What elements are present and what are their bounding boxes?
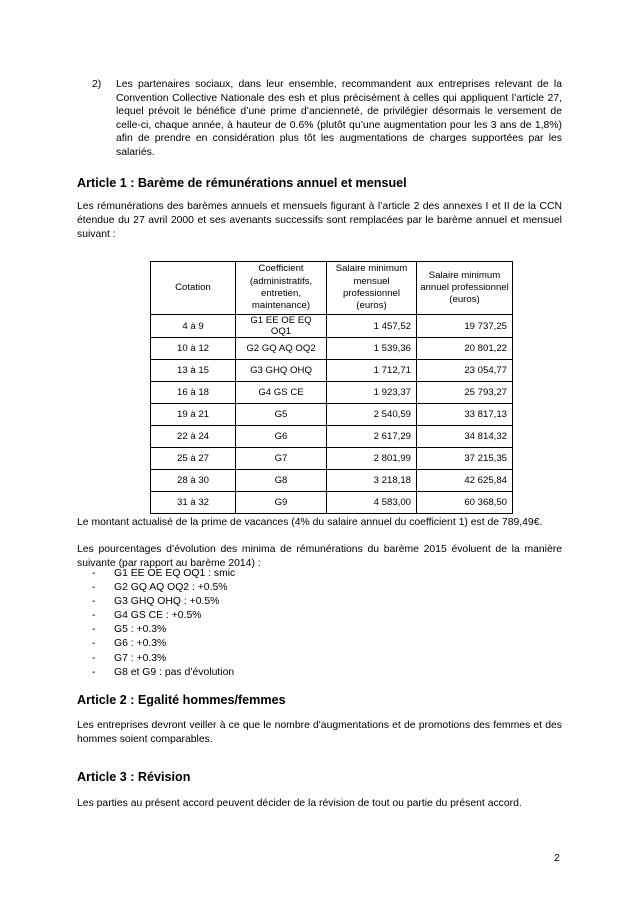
list-dash: - (92, 624, 96, 636)
evolution-intro: Les pourcentages d’évolution des minima de rémunérations du barème 2015 évoluent de la manière suivante (par rapport au barème 2014) : (77, 544, 562, 569)
cell-monthly: 2 617,29 (327, 426, 417, 448)
cell-monthly: 1 923,37 (327, 382, 417, 404)
table-row (151, 404, 513, 426)
cell-cotation: 28 à 30 (151, 470, 236, 492)
table-row (151, 492, 513, 514)
cell-coefficient: G3 GHQ OHQ (236, 360, 327, 382)
list-dash: - (92, 582, 96, 594)
list-item-text: G1 EE OE EQ OQ1 : smic (114, 568, 236, 579)
cell-cotation: 10 à 12 (151, 338, 236, 360)
list-dash: - (92, 666, 96, 678)
list-item-text: G3 GHQ OHQ : +0.5% (114, 596, 220, 608)
list-dash: - (92, 652, 96, 664)
cell-monthly: 1 457,52 (327, 315, 417, 338)
list-item (92, 637, 235, 651)
header-monthly: Salaire minimum mensuel professionnel (euros) (327, 262, 417, 315)
cell-annual: 33 817,13 (417, 404, 513, 426)
cell-monthly: 2 801,99 (327, 448, 417, 470)
cell-annual: 34 814,32 (417, 426, 513, 448)
header-annual: Salaire minimum annuel professionnel (euros) (417, 262, 513, 315)
cell-annual: 25 793,27 (417, 382, 513, 404)
cell-monthly: 4 583,00 (327, 492, 417, 514)
list-dash: - (92, 610, 96, 622)
list-dash: - (92, 596, 96, 608)
list-item (92, 581, 235, 595)
list-item (92, 609, 235, 623)
list-item-text: G4 GS CE : +0.5% (114, 610, 202, 622)
cell-annual: 37 215,35 (417, 448, 513, 470)
salary-table (150, 261, 513, 514)
cell-coefficient: G2 GQ AQ OQ2 (236, 338, 327, 360)
item-number: 2) (92, 79, 102, 90)
evolution-list (92, 567, 235, 680)
cell-cotation: 22 à 24 (151, 426, 236, 448)
cell-coefficient: G7 (236, 448, 327, 470)
list-item (92, 567, 235, 581)
cell-coefficient: G8 (236, 470, 327, 492)
cell-annual: 42 625,84 (417, 470, 513, 492)
cell-annual: 23 054,77 (417, 360, 513, 382)
list-dash: - (92, 568, 96, 579)
table-row (151, 382, 513, 404)
cell-cotation: 4 à 9 (151, 315, 236, 338)
cell-monthly: 3 218,18 (327, 470, 417, 492)
cell-coefficient: G1 EE OE EQ OQ1 (236, 315, 327, 338)
cell-coefficient: G4 GS CE (236, 382, 327, 404)
table-row (151, 448, 513, 470)
list-item (92, 666, 235, 680)
cell-cotation: 31 à 32 (151, 492, 236, 514)
article-3-text: Les parties au présent accord peuvent décider de la révision de tout ou partie du présent accord. (77, 798, 522, 809)
cell-cotation: 25 à 27 (151, 448, 236, 470)
cell-coefficient: G5 (236, 404, 327, 426)
list-item (92, 623, 235, 637)
table-row (151, 470, 513, 492)
cell-cotation: 19 à 21 (151, 404, 236, 426)
article-2-title: Article 2 : Egalité hommes/femmes (77, 693, 286, 707)
list-item (92, 652, 235, 666)
article-2-text: Les entreprises devront veiller à ce que le nombre d'augmentations et de promotions des femmes et des hommes soient comparables. (77, 720, 562, 745)
article-3-title: Article 3 : Révision (77, 770, 191, 784)
header-coefficient: Coefficient (administratifs, entretien, maintenance) (236, 262, 327, 315)
list-dash: - (92, 638, 96, 650)
cell-monthly: 1 539,36 (327, 338, 417, 360)
cell-annual: 20 801,22 (417, 338, 513, 360)
list-item-text: G7 : +0.3% (114, 652, 167, 664)
cell-coefficient: G6 (236, 426, 327, 448)
list-item-text: G6 : +0.3% (114, 638, 167, 650)
cell-coefficient: G9 (236, 492, 327, 514)
table-row (151, 426, 513, 448)
list-item-text: G8 et G9 : pas d’évolution (114, 666, 235, 678)
item-text: Les partenaires sociaux, dans leur ensemble, recommandent aux entreprises relevant de la Convention Collective Nationale des esh et plus précisément à celles qui appliquent l’article 27, lequel prévoit le bénéfice d’une prime d’ancienneté, de privilégier désormais le versement de celle-ci, chaque année, à hauteur de 0.6% (plutôt qu’une augmentation pour les 3 ans de 1,8%) afin de prendre en considération plus tôt les augmentations de charges supportées par les salariés. (116, 79, 562, 158)
table-header-row (151, 262, 513, 315)
table-row (151, 315, 513, 338)
cell-annual: 60 368,50 (417, 492, 513, 514)
vacation-bonus-text: Le montant actualisé de la prime de vacances (4% du salaire annuel du coefficient 1) est de 789,49€. (77, 517, 543, 528)
page-number: 2 (554, 853, 560, 864)
table-row (151, 360, 513, 382)
table-row (151, 338, 513, 360)
article-1-intro: Les rémunérations des barèmes annuels et mensuels figurant à l’article 2 des annexes I et II de la CCN étendue du 27 avril 2000 et ses avenants successifs sont remplacées par le barème annuel et mensuel suivant : (77, 201, 562, 240)
list-item (92, 595, 235, 609)
list-item-text: G2 GQ AQ OQ2 : +0.5% (114, 582, 228, 594)
cell-monthly: 1 712,71 (327, 360, 417, 382)
cell-cotation: 16 à 18 (151, 382, 236, 404)
cell-cotation: 13 à 15 (151, 360, 236, 382)
list-item-text: G5 : +0.3% (114, 624, 167, 636)
header-cotation: Cotation (151, 262, 236, 315)
cell-annual: 19 737,25 (417, 315, 513, 338)
cell-monthly: 2 540,59 (327, 404, 417, 426)
article-1-title: Article 1 : Barème de rémunérations annuel et mensuel (77, 176, 407, 190)
